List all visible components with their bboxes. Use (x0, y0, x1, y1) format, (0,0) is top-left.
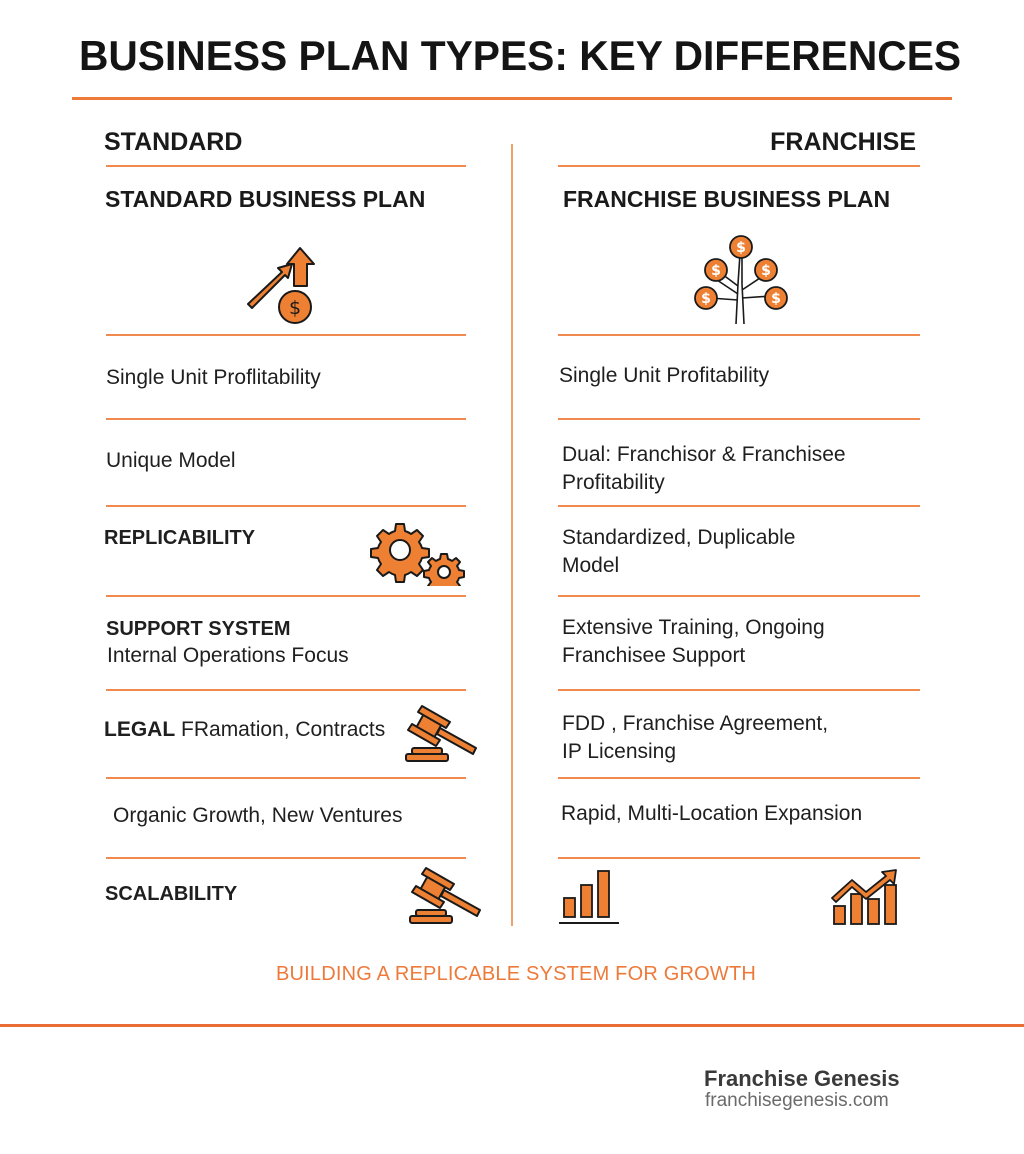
standard-plan-title: STANDARD BUSINESS PLAN (105, 186, 426, 212)
page-title: BUSINESS PLAN TYPES: KEY DIFFERENCES (78, 32, 962, 79)
svg-text:$: $ (736, 240, 746, 256)
divider (558, 165, 920, 167)
svg-text:$: $ (771, 291, 781, 307)
standard-support-text: Internal Operations Focus (107, 644, 349, 667)
divider (106, 505, 466, 507)
franchise-legal-line1: FDD , Franchise Agreement, (562, 712, 829, 735)
replicability-label: REPLICABILITY (104, 527, 256, 549)
standard-scaling-text: Organic Growth, New Ventures (113, 804, 403, 827)
divider (106, 334, 466, 336)
franchise-scaling-text: Rapid, Multi-Location Expansion (561, 802, 863, 825)
column-header-standard: STANDARD (104, 128, 243, 156)
divider (558, 505, 920, 507)
franchise-dual-profitability-line1: Dual: Franchisor & Franchisee (562, 443, 846, 466)
scalability-label: SCALABILITY (105, 883, 238, 905)
standard-legal-text: FRamation, Contracts (181, 718, 386, 741)
standard-profitability: Single Unit Proflitability (106, 366, 321, 389)
svg-text:$: $ (711, 263, 721, 279)
svg-text:$: $ (701, 291, 711, 307)
growth-arrow-dollar-icon (244, 246, 320, 326)
footer-divider (0, 1024, 1024, 1027)
gears-icon (370, 520, 466, 586)
divider (106, 595, 466, 597)
legal-label: LEGAL (104, 718, 176, 741)
gavel-icon (404, 704, 482, 764)
divider (106, 777, 466, 779)
trending-bar-chart-icon (830, 868, 906, 928)
svg-text:$: $ (761, 263, 771, 279)
divider (558, 857, 920, 859)
divider (106, 165, 466, 167)
franchise-dual-profitability-line2: Profitability (562, 471, 665, 494)
standard-legal-row (104, 716, 385, 744)
brand-name: Franchise Genesis (704, 1066, 900, 1091)
money-tree-icon (692, 234, 790, 326)
support-system-label: SUPPORT SYSTEM (106, 618, 291, 640)
franchise-plan-title: FRANCHISE BUSINESS PLAN (563, 186, 891, 212)
divider (558, 595, 920, 597)
divider (106, 689, 466, 691)
franchise-support-line2: Franchisee Support (562, 644, 746, 667)
standard-model: Unique Model (106, 449, 236, 472)
center-divider (511, 144, 513, 926)
divider (558, 418, 920, 420)
franchise-model-line2: Model (562, 554, 620, 577)
title-underline (72, 97, 952, 100)
brand-url[interactable]: franchisegenesis.com (705, 1090, 889, 1111)
franchise-support-line1: Extensive Training, Ongoing (562, 616, 825, 639)
divider (106, 418, 466, 420)
franchise-legal-line2: IP Licensing (562, 740, 677, 763)
franchise-model-line1: Standardized, Duplicable (562, 526, 796, 549)
divider (558, 777, 920, 779)
gavel-icon (408, 866, 486, 926)
svg-text:$: $ (288, 297, 302, 319)
franchise-profitability: Single Unit Profitability (559, 364, 770, 387)
tagline: BUILDING A REPLICABLE SYSTEM FOR GROWTH (275, 963, 757, 985)
bar-chart-icon (558, 868, 622, 926)
divider (106, 857, 466, 859)
column-header-franchise: FRANCHISE (770, 128, 916, 156)
divider (558, 334, 920, 336)
divider (558, 689, 920, 691)
